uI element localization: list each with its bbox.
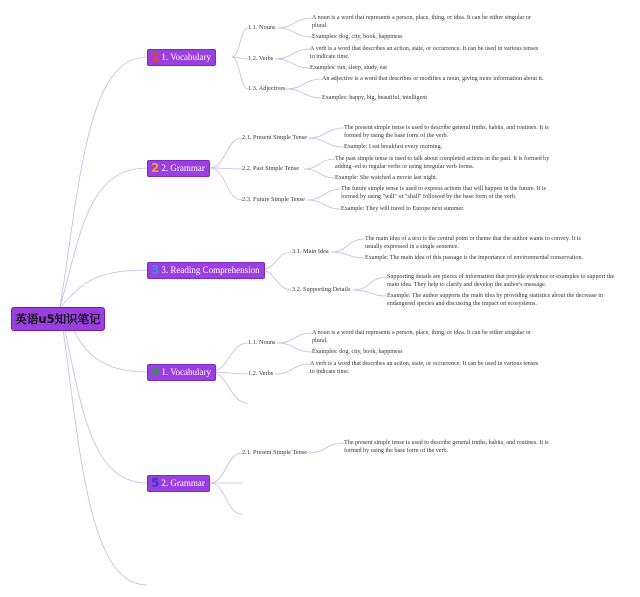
leaf-branch-line bbox=[307, 189, 341, 200]
category-node-grammar-2[interactable] bbox=[147, 475, 210, 492]
priority-3-icon: 3 bbox=[151, 263, 160, 277]
leaf-branch-line bbox=[308, 443, 344, 453]
root-branch-line bbox=[60, 168, 147, 307]
category-label: 3. Reading Comprehension bbox=[161, 265, 260, 275]
leaf-branch-line bbox=[353, 290, 387, 296]
category-node-vocabulary[interactable] bbox=[147, 49, 216, 66]
priority-2-icon: 2 bbox=[151, 161, 160, 175]
note-example: Examples: dog, city, book, happiness bbox=[312, 34, 403, 40]
note-example: Example: She watched a movie last night. bbox=[335, 175, 438, 181]
subtopic-verbs[interactable]: 1.2. Verbs bbox=[248, 55, 274, 62]
leaf-branch-line bbox=[277, 18, 312, 28]
subtopic-future-simple[interactable]: 2.3. Future Simple Tense bbox=[242, 196, 305, 203]
priority-1-icon: 1 bbox=[151, 50, 160, 64]
priority-4-icon: 4 bbox=[151, 365, 160, 379]
note-example: Example: The author supports the main idea by providing statistics about the decrease in endangered species and discussing the impact on ecosystems. bbox=[387, 293, 603, 308]
note-text: The future simple tense is used to express actions that will happen in the future. It is formed by using "will" or "shall" followed by the base form of the verb. bbox=[341, 186, 546, 201]
root-branch-line bbox=[60, 57, 147, 307]
leaf-branch-line bbox=[304, 159, 335, 169]
note-text: A noun is a word that represents a person, place, thing, or idea. It can be either singular or plural. bbox=[312, 15, 531, 30]
category-branch-line bbox=[210, 453, 242, 483]
note-example: Example: I eat breakfast every morning. bbox=[344, 144, 443, 150]
subtopic-present-simple[interactable]: 2.1. Present Simple Tense bbox=[242, 134, 308, 141]
note-text: The main idea of a text is the central point or theme that the author wants to convey. It is usually expressed in a single sentence. bbox=[365, 236, 581, 251]
leaf-branch-line bbox=[308, 128, 344, 138]
note-text: A noun is a word that represents a person, place, thing, or idea. It can be either singular or plural. bbox=[312, 330, 531, 345]
subtopic-nouns[interactable]: 1.1. Nouns bbox=[248, 339, 276, 346]
category-node-vocabulary-2[interactable] bbox=[147, 364, 216, 381]
root-branch-line bbox=[60, 307, 147, 483]
leaf-branch-line bbox=[277, 333, 312, 343]
subtopic-adjectives[interactable]: 1.3. Adjectives bbox=[248, 85, 286, 92]
note-text: The present simple tense is used to describe general truths, habits, and routines. It is formed by using the base form of the verb. bbox=[344, 125, 549, 140]
leaf-branch-line bbox=[331, 252, 365, 258]
leaf-branch-line bbox=[353, 277, 387, 290]
subtopic-nouns[interactable]: 1.1. Nouns bbox=[248, 24, 276, 31]
note-text: Supporting details are pieces of information that provide evidence or examples to support the main idea. They help to clarify and develop the author's message. bbox=[387, 274, 615, 289]
priority-5-icon: 5 bbox=[151, 476, 160, 490]
category-label: 2. Grammar bbox=[161, 163, 205, 173]
subtopic-past-simple[interactable]: 2.2. Past Simple Tense bbox=[242, 165, 299, 172]
leaf-branch-line bbox=[275, 59, 310, 68]
subtopic-main-idea[interactable]: 3.1. Main Idea bbox=[292, 248, 329, 255]
root-branch-line bbox=[60, 270, 147, 307]
category-node-grammar[interactable] bbox=[147, 160, 210, 177]
note-text: The present simple tense is used to describe general truths, habits, and routines. It is formed by using the base form of the verb. bbox=[344, 440, 549, 455]
leaf-branch-line bbox=[275, 49, 310, 59]
category-branch-line bbox=[260, 270, 292, 290]
leaf-branch-line bbox=[308, 138, 344, 147]
category-branch-line bbox=[210, 483, 242, 514]
note-example: Examples: dog, city, book, happiness bbox=[312, 349, 403, 355]
note-text: The past simple tense is used to talk about completed actions in the past. It is formed by adding -ed to regular verbs or using irregular verb forms. bbox=[335, 156, 550, 171]
leaf-branch-line bbox=[286, 89, 322, 98]
category-branch-line bbox=[260, 252, 292, 270]
category-branch-line bbox=[232, 57, 248, 89]
category-label: 2. Grammar bbox=[161, 478, 205, 488]
note-example: Example: They will travel to Europe next summer. bbox=[341, 206, 465, 212]
category-node-reading[interactable] bbox=[147, 262, 265, 279]
leaf-branch-line bbox=[277, 343, 312, 352]
leaf-branch-line bbox=[277, 28, 312, 37]
leaf-branch-line bbox=[275, 364, 310, 374]
note-example: Example: The main idea of this passage is the importance of environmental conservation. bbox=[365, 255, 584, 261]
note-text: A verb is a word that describes an action, state, or occurrence. It can be used in various tenses to indicate time. bbox=[310, 361, 539, 376]
leaf-branch-line bbox=[307, 200, 341, 209]
leaf-branch-line bbox=[286, 79, 322, 89]
note-example: Examples: happy, big, beautiful, intelligent bbox=[322, 95, 428, 101]
category-branch-line bbox=[210, 138, 242, 168]
note-text: An adjective is a word that describes or modifies a noun, giving more information about it. bbox=[322, 76, 544, 82]
root-branch-line bbox=[60, 307, 147, 585]
leaf-branch-line bbox=[304, 169, 335, 178]
note-example: Examples: run, sleep, study, eat bbox=[310, 65, 387, 71]
note-text: A verb is a word that describes an action, state, or occurrence. It can be used in various tenses to indicate time. bbox=[310, 46, 539, 61]
leaf-branch-line bbox=[331, 239, 365, 252]
category-branch-line bbox=[232, 28, 248, 57]
root-node[interactable]: 英语u5知识笔记 bbox=[11, 307, 105, 331]
category-label: 1. Vocabulary bbox=[161, 52, 212, 62]
subtopic-present-simple[interactable]: 2.1. Present Simple Tense bbox=[242, 449, 308, 456]
category-label: 1. Vocabulary bbox=[161, 367, 212, 377]
category-branch-line bbox=[210, 168, 242, 200]
subtopic-supporting-details[interactable]: 3.2. Supporting Details bbox=[292, 286, 351, 293]
subtopic-verbs[interactable]: 1.2. Verbs bbox=[248, 370, 274, 377]
